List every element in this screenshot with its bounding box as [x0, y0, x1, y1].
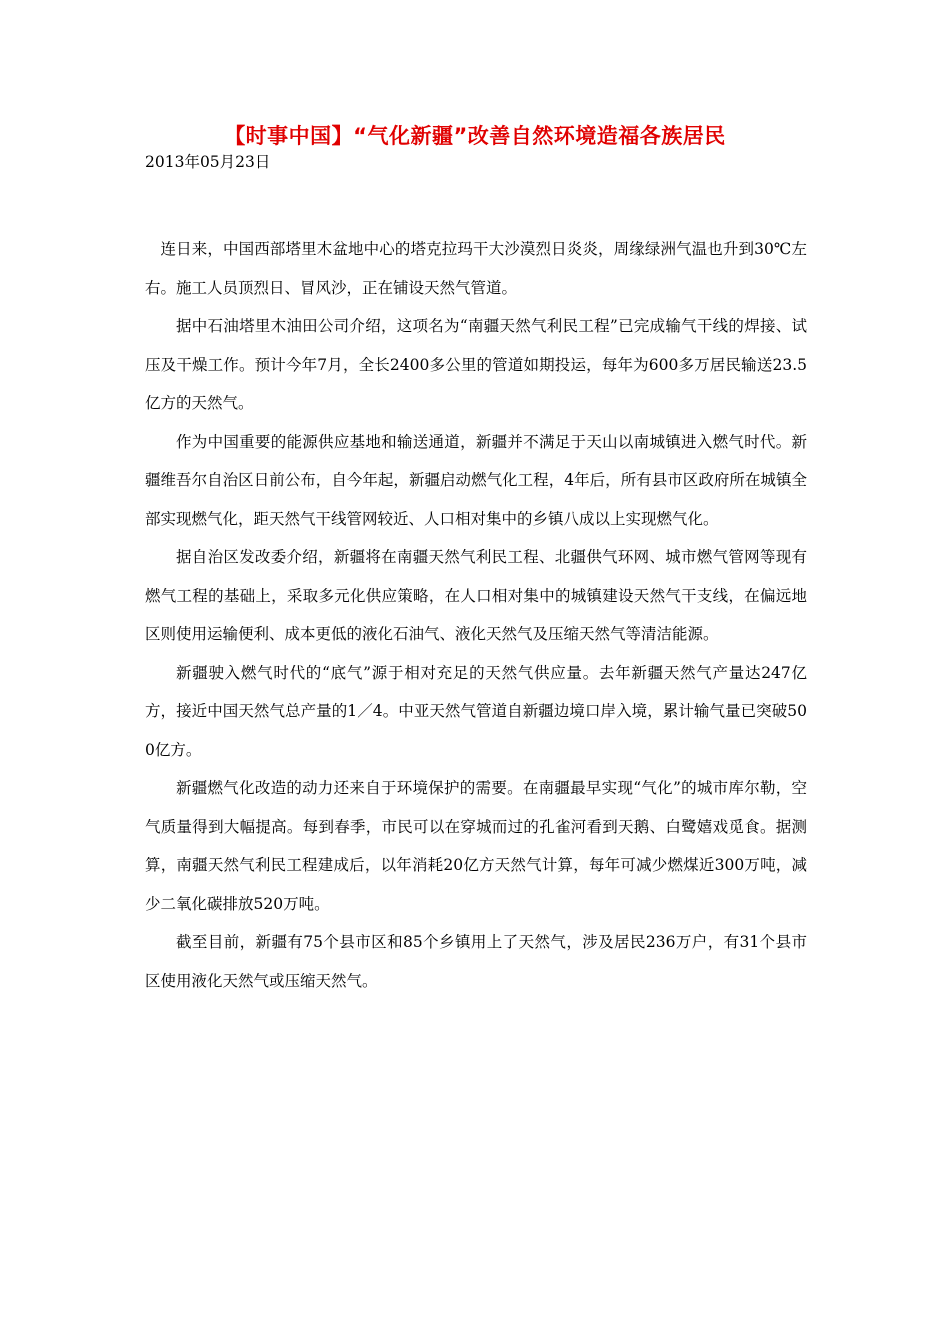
paragraph: 截至目前，新疆有75个县市区和85个乡镇用上了天然气，涉及居民236万户，有31个县市区使用液化天然气或压缩天然气。 [145, 933, 807, 990]
paragraph: 连日来，中国西部塔里木盆地中心的塔克拉玛干大沙漠烈日炎炎，周缘绿洲气温也升到30℃左右。施工人员顶烈日、冒风沙，正在铺设天然气管道。 [145, 240, 807, 297]
paragraph: 新疆驶入燃气时代的“底气”源于相对充足的天然气供应量。去年新疆天然气产量达247亿方，接近中国天然气总产量的1／4。中亚天然气管道自新疆边境口岸入境，累计输气量已突破500亿方。 [145, 663, 807, 759]
paragraph: 新疆燃气化改造的动力还来自于环境保护的需要。在南疆最早实现“气化”的城市库尔勒，空气质量得到大幅提高。每到春季，市民可以在穿城而过的孔雀河看到天鹅、白鹭嬉戏觅食。据测算，南疆天然气利民工程建成后，以年消耗20亿方天然气计算，每年可减少燃煤近300万吨，减少二氧化碳排放520万吨。 [145, 779, 807, 913]
article-title: 【时事中国】“气化新疆”改善自然环境造福各族居民 [224, 124, 726, 148]
article-body [145, 230, 807, 1000]
article-date: 2013年05月23日 [145, 153, 271, 171]
paragraph: 据中石油塔里木油田公司介绍，这项名为“南疆天然气利民工程”已完成输气干线的焊接、试压及干燥工作。预计今年7月，全长2400多公里的管道如期投运，每年为600多万居民输送23.5亿方的天然气。 [145, 317, 807, 412]
paragraph: 作为中国重要的能源供应基地和输送通道，新疆并不满足于天山以南城镇进入燃气时代。新疆维吾尔自治区日前公布，自今年起，新疆启动燃气化工程，4年后，所有县市区政府所在城镇全部实现燃气化，距天然气干线管网较近、人口相对集中的乡镇八成以上实现燃气化。 [145, 432, 807, 528]
paragraph: 据自治区发改委介绍，新疆将在南疆天然气利民工程、北疆供气环网、城市燃气管网等现有燃气工程的基础上，采取多元化供应策略，在人口相对集中的城镇建设天然气干支线，在偏远地区则使用运输便利、成本更低的液化石油气、液化天然气及压缩天然气等清洁能源。 [145, 548, 807, 643]
